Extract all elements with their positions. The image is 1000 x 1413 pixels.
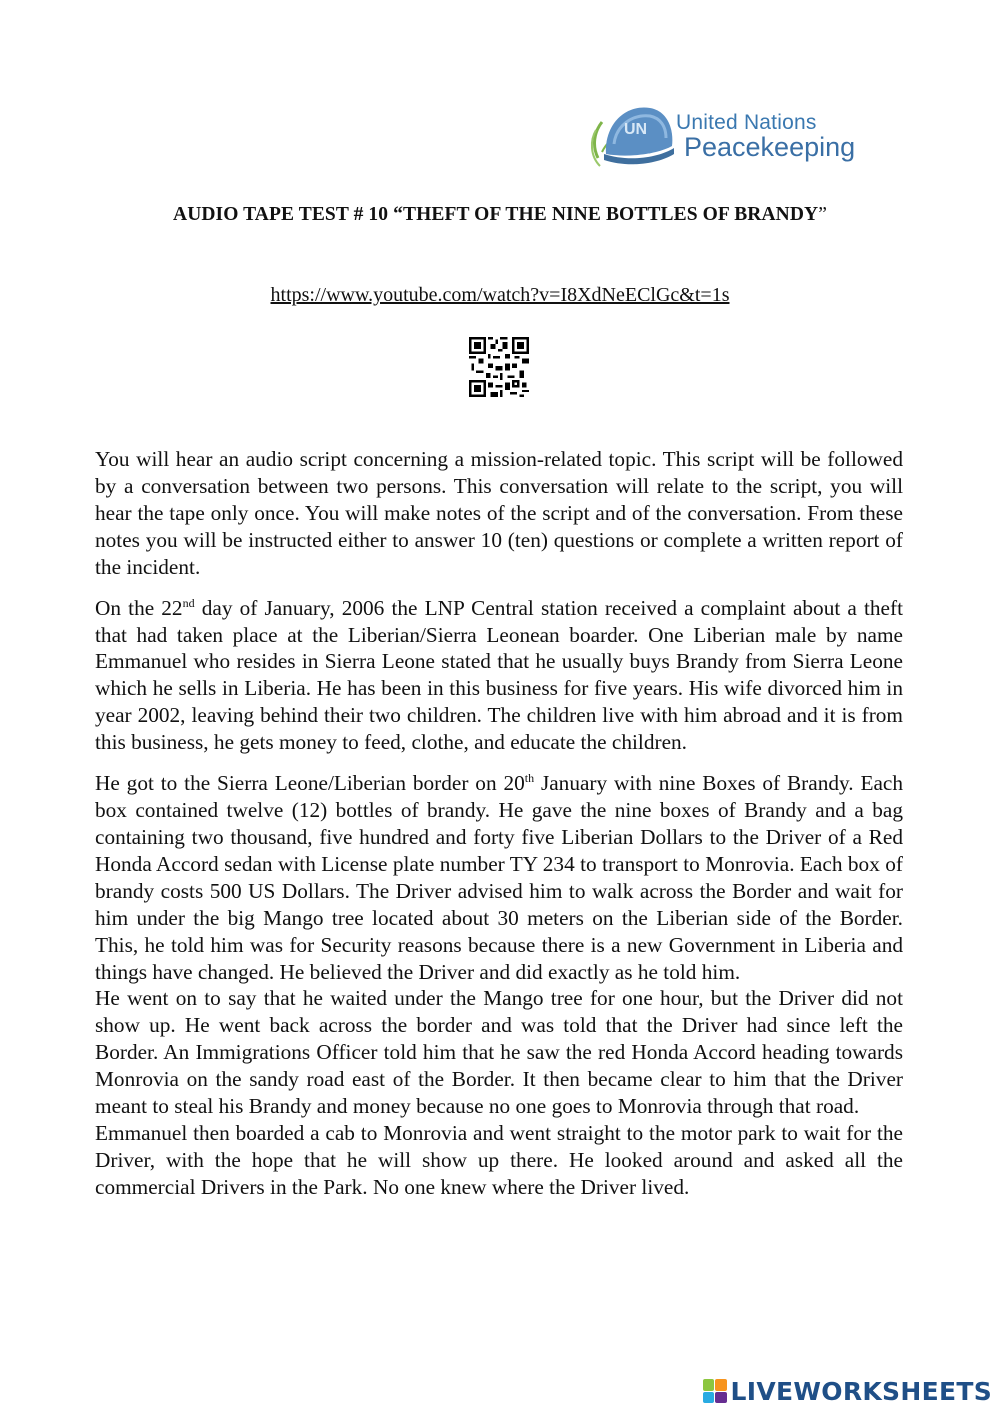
body-text [95,446,903,1201]
paragraph-complaint [95,590,903,757]
paragraph-complaint-rest: day of January, 2006 the LNP Central station received a complaint about a theft that had taken place at the Liberian/Sierra Leonean boarder. One Liberian male by name Emmanuel who resides in Sierra Leone stated that he usually buys Brandy from Sierra Leone which he sells in Liberia. He has been in this business for five years. His wife divorced him in year 2002, leaving behind their two children. The children live with him abroad and it is from this business, he gets money to feed, clothe, and educate the children. [95,595,903,755]
ordinal-suffix: th [524,771,535,786]
svg-text:UN: UN [624,121,648,138]
un-helmet-icon [588,96,678,176]
youtube-link[interactable]: https://www.youtube.com/watch?v=I8XdNeEClGc&t=1s [270,284,730,306]
paragraph-border [95,765,903,985]
paragraph-waiting: He went on to say that he waited under the Mango tree for one hour, but the Driver did not show up. He went back across the border and was told that the Driver had since left the Border. An Immigrations Officer told him that he saw the red Honda Accord heading towards Monrovia on the sandy road east of the Border. It then became clear to him that the Driver meant to steal his Brandy and money because no one goes to Monrovia through that road. [95,986,903,1119]
document-title [60,204,940,226]
paragraph-motor-park: Emmanuel then boarded a cab to Monrovia and went straight to the motor park to wait for the Driver, with the hope that he will show up there. He looked around and asked all the commercial Drivers in the Park. No one knew where the Driver lived. [95,1120,903,1199]
ordinal-suffix: nd [182,595,195,610]
logo-wordmark [676,112,855,161]
liveworksheets-logo-icon [703,1379,727,1403]
paragraph-border-rest: January with nine Boxes of Brandy. Each box contained twelve (12) bottles of brandy. He gave the nine boxes of Brandy and a bag containing two thousand, five hundred and forty five Liberian Dollars to the Driver of a Red Honda Accord sedan with License plate number TY 234 to transport to Monrovia. Each box of brandy costs 500 US Dollars. The Driver advised him to walk across the Border and wait for him under the big Mango tree located about 30 meters on the Liberian side of the Border. This, he told him was for Security reasons because there is a new Government in Liberia and things have changed. He believed the Driver and did exactly as he told him. [95,771,904,984]
liveworksheets-wordmark: LIVEWORKSHEETS [730,1376,992,1406]
un-peacekeeping-logo [588,96,908,176]
paragraph-border-start: He got to the Sierra Leone/Liberian border on 20 [95,771,525,796]
liveworksheets-brand [703,1376,992,1406]
paragraph-complaint-start: On the 22 [95,595,183,620]
paragraph-instructions: You will hear an audio script concerning a mission-related topic. This script will be followed by a conversation between two persons. This conversation will relate to the script, you will hear the tape only once. You will make notes of the script and of the conversation. From these notes you will be instructed either to answer 10 (ten) questions or complete a written report of the incident. [95,447,903,579]
title-close-quote: ” [818,204,827,225]
qr-code-icon [469,337,529,397]
logo-line-united-nations: United Nations [676,111,817,134]
logo-line-peacekeeping: Peacekeeping [684,132,856,162]
title-main: AUDIO TAPE TEST # 10 “THEFT OF THE NINE BOTTLES OF BRANDY [173,204,819,225]
